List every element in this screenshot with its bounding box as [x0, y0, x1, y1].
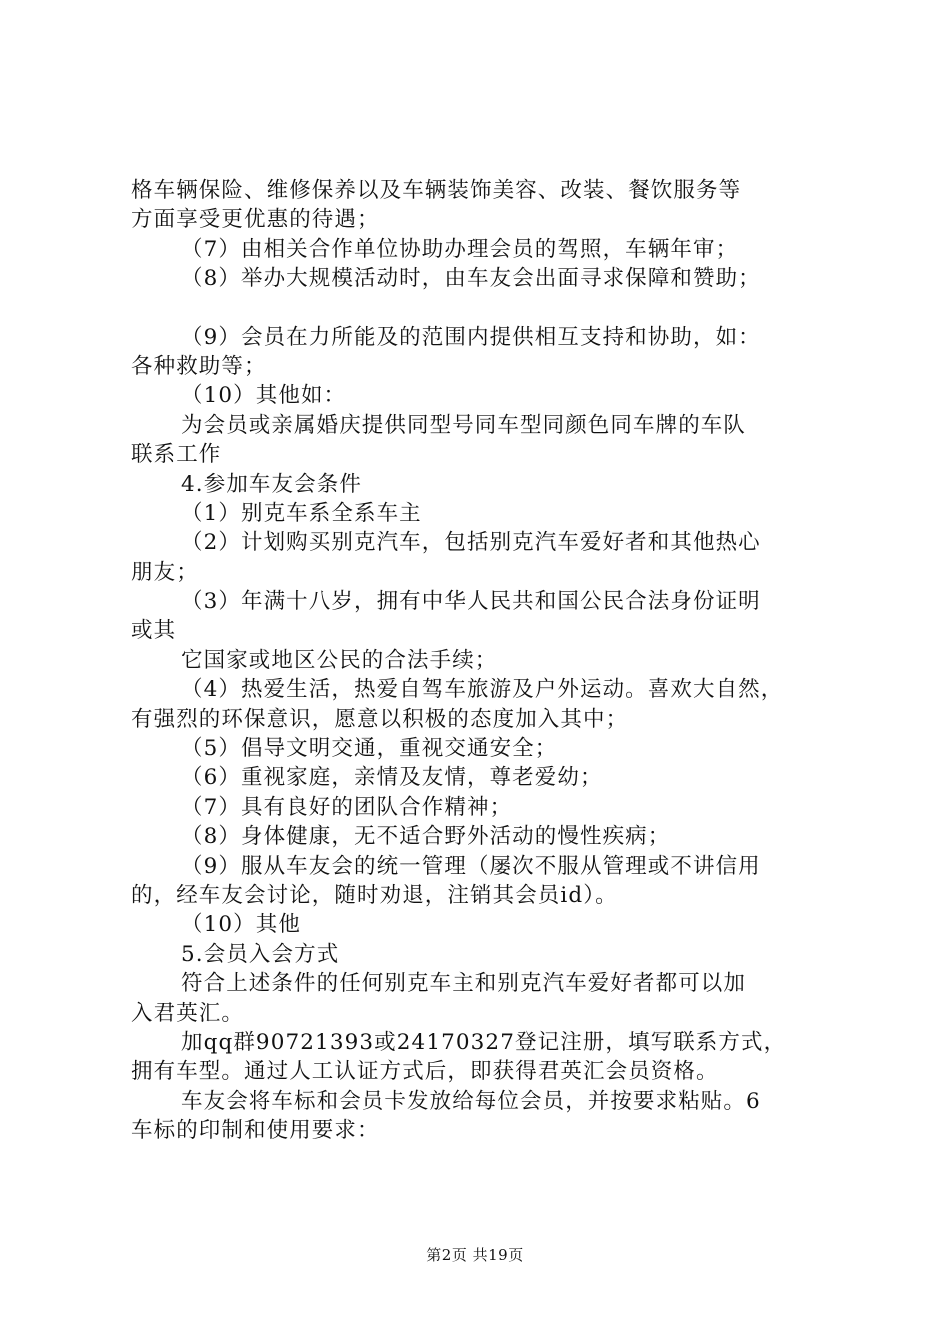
- list-item: （8）举办大规模活动时，由车友会出面寻求保障和赞助；: [181, 266, 761, 292]
- page-footer: 第2页 共19页: [426, 1246, 524, 1264]
- text-line: 为会员或亲属婚庆提供同型号同车型同颜色同车牌的车队: [181, 412, 747, 438]
- text-line: 朋友；: [131, 559, 199, 585]
- list-item: （4）热爱生活，热爱自驾车旅游及户外运动。喜欢大自然，: [181, 677, 784, 703]
- text-line: 车友会将车标和会员卡发放给每位会员，并按要求粘贴。6: [181, 1088, 761, 1114]
- blank-line: [131, 294, 831, 323]
- text-line: 有强烈的环保意识，愿意以积极的态度加入其中；: [131, 706, 629, 732]
- text-line: 格车辆保险、维修保养以及车辆装饰美容、改装、餐饮服务等: [131, 178, 742, 203]
- text-line: 联系工作: [131, 442, 222, 468]
- section-heading: 5.会员入会方式: [181, 941, 340, 967]
- list-item: （9）服从车友会的统一管理（屡次不服从管理或不讲信用: [181, 853, 761, 879]
- list-item: （8）身体健康，无不适合野外活动的慢性疾病；: [181, 824, 671, 850]
- list-item: （10）其他如：: [181, 383, 347, 409]
- text-line: 它国家或地区公民的合法手续；: [181, 647, 498, 673]
- text-line: 或其: [131, 618, 177, 644]
- text-line: 各种救助等；: [131, 353, 267, 379]
- text-line: 的，经车友会讨论，随时劝退，注销其会员id）。: [131, 882, 618, 908]
- text-line: 入君英汇。: [131, 1000, 245, 1026]
- section-heading: 4.参加车友会条件: [181, 471, 362, 497]
- list-item: （7）由相关合作单位协助办理会员的驾照，车辆年审；: [181, 236, 739, 262]
- list-item: （6）重视家庭，亲情及友情，尊老爱幼；: [181, 765, 603, 791]
- list-item: （2）计划购买别克汽车，包括别克汽车爱好者和其他热心: [181, 530, 761, 556]
- text-line: 符合上述条件的任何别克车主和别克汽车爱好者都可以加: [181, 971, 747, 997]
- list-item: （1）别克车系全系车主: [181, 500, 422, 526]
- list-item: （5）倡导文明交通，重视交通安全；: [181, 736, 558, 762]
- list-item: （3）年满十八岁，拥有中华人民共和国公民合法身份证明: [181, 589, 761, 615]
- document-body: [131, 176, 831, 1146]
- list-item: （9）会员在力所能及的范围内提供相互支持和协助，如：: [181, 324, 761, 350]
- text-line: 车标的印制和使用要求：: [131, 1118, 380, 1144]
- text-line: 方面享受更优惠的待遇；: [131, 207, 380, 233]
- list-item: （10）其他: [181, 912, 301, 938]
- list-item: （7）具有良好的团队合作精神；: [181, 794, 513, 820]
- text-line: 加qq群90721393或24170327登记注册，填写联系方式，: [181, 1029, 787, 1055]
- text-line: 拥有车型。通过人工认证方式后，即获得君英汇会员资格。: [131, 1059, 719, 1085]
